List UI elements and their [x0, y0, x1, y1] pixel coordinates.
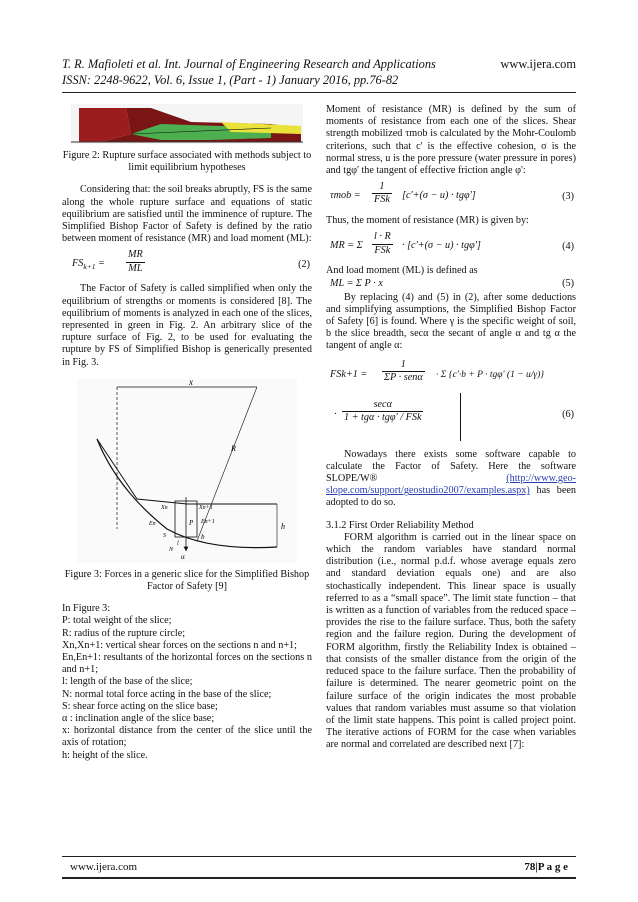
paragraph-moment-resistance: Moment of resistance (MR) is defined by the sum of moments of resistance from each one of the slices. Shear strength mobilized τmob is calculated by the Mohr-Coulomb criterions, such that c' is the effective cohesion, σ is the normal stress, u is the pore pressure (water pressure in pores) and tgφ' the tangent of effective friction angle φ':: [326, 104, 576, 177]
legend-intro: In Figure 3:: [62, 603, 111, 615]
legend-item: α : inclination angle of the slice base;: [62, 713, 215, 725]
issn-line: ISSN: 2248-9622, Vol. 6, Issue 1, (Part - 1) January 2016, pp.76-82: [62, 73, 399, 87]
fig3-label-P: P: [189, 518, 194, 527]
legend-item: En,En+1: resultants of the horizontal forces on the sections n and n+1;: [62, 652, 312, 676]
legend-item: h: height of the slice.: [62, 749, 148, 761]
eq3-lhs: τmob =: [330, 190, 361, 202]
fig3-label-x: x: [189, 378, 193, 387]
paragraph-bishop: By replacing (4) and (5) in (2), after some deductions and simplifying assumptions, the Simplified Bishop Factor of Safety [6] is found. Where γ is the specific weight of soil, b the slice breadth, secα the secant of angle α and tg α the tangent of angle α:: [326, 291, 576, 352]
eq5-label: (5): [562, 277, 574, 289]
eq6-numerator: 1: [382, 359, 425, 372]
header-rule: [62, 92, 576, 93]
eq3-label: (3): [562, 191, 574, 203]
fig3-label-Xn1: Xn+1: [199, 504, 213, 511]
legend-item: P: total weight of the slice;: [62, 615, 172, 627]
eq6-bracket: [460, 393, 461, 441]
eq2-lhs: FS: [72, 258, 84, 270]
eq6-label: (6): [562, 408, 574, 420]
line-load-moment: And load moment (ML) is defined as: [326, 265, 478, 277]
eq6-sum: · Σ {c'·b + P · tgφ' (1 − u/γ)}: [436, 369, 545, 380]
eq3-numerator: 1: [372, 181, 392, 194]
fig3-label-R: R: [231, 443, 236, 453]
legend-item: R: radius of the rupture circle;: [62, 627, 186, 639]
eq2-denominator: ML: [128, 262, 143, 274]
fig3-label-l: l: [177, 540, 179, 547]
figure-2-caption: Figure 2: Rupture surface associated with methods subject to limit equilibrium hypotheses: [62, 150, 312, 174]
header-citation: T. R. Mafioleti et al. Int. Journal of Engineering Research and Applications: [62, 57, 436, 71]
equation-6-line2: · secα 1 + tgα · tgφ' / FSk (6): [326, 393, 576, 445]
legend-item: l: length of the base of the slice;: [62, 676, 193, 688]
software-text-end: has been adopted to do so.: [326, 485, 577, 509]
eq4-lhs: MR = Σ: [330, 240, 363, 252]
figure-3-slice-forces: [77, 379, 297, 563]
fig3-label-S: S: [163, 532, 166, 539]
legend-item: S: shear force acting on the slice base;: [62, 700, 218, 712]
page-number: 78|P a g e: [524, 861, 568, 873]
eq2-label: (2): [298, 259, 310, 271]
eq6-sec-numerator: secα: [342, 399, 423, 412]
paragraph-form: FORM algorithm is carried out in the linear space on which the random variables have standard normal distribution (i.e., normal p.d.f. whose average equals zero and standard deviation equals one) and are also stochastically independent. This linear space is usually referred to as a “small space”. The limit state function – that is written as a function of variables from the reduced space – provides the rise to the failure surface. Thus, both the safety region and the failure region. During the development of FORM algorithm, firstly the Reliability Index is obtained – that consists of the smaller distance from the origin of the reduced space to the failure surface. Then the probability of failure is determined. The nearer geometric point on the failure surface of the origin indicates the most probable values that random variables must assume so that violation of the limit state happens. This point is called project point. The iterative actions of FORM for the case when variables are normal and correlated are described next [7]:: [326, 531, 576, 751]
figure-2-slope: [71, 104, 303, 144]
software-text: Nowadays there exists some software capable to calculate the Factor of Safety. Here the software SLOPE/W®: [326, 448, 576, 485]
equation-4: [326, 231, 576, 261]
figure-3-caption: Figure 3: Forces in a generic slice for the Simplified Bishop Factor of Safety [9]: [64, 568, 310, 593]
fig3-label-b: b: [201, 532, 205, 541]
eq3-rhs: [c'+(σ − u) · tgφ']: [402, 190, 476, 202]
equation-5: [326, 278, 576, 292]
eq4-numerator: l · R: [372, 231, 393, 244]
legend-item: N: normal total force acting in the base of the slice;: [62, 688, 272, 700]
fig3-label-N: N: [169, 546, 174, 553]
fig3-label-En1: En+1: [201, 518, 215, 525]
journal-header: [62, 57, 576, 72]
left-column: [62, 104, 312, 762]
legend-item: x: horizontal distance from the center of the slice until the axis of rotation;: [62, 725, 312, 749]
eq5-body: ML = Σ P · x: [330, 277, 383, 289]
header-website[interactable]: www.ijera.com: [500, 57, 576, 71]
line-moment-given: Thus, the moment of resistance (MR) is given by:: [326, 215, 529, 227]
eq6-denominator: ΣP · senα: [384, 371, 423, 383]
paragraph-fs-definition: Considering that: the soil breaks abruptly, FS is the same along the whole rupture surface and equations of static equilibrium are satisfied until the imminence of rupture. The Simplified Bishop Factor of Safety is defined by the ratio between moment of resistance (MR) and load moment (ML):: [62, 184, 312, 245]
eq2-numerator: MR: [126, 249, 145, 262]
fig3-label-h: h: [281, 521, 285, 531]
equation-3: [326, 181, 576, 211]
fig3-label-alpha: α: [181, 552, 185, 561]
geo-slope-link[interactable]: (http://www.geo-slope.com/support/geostudio2007/examples.aspx): [326, 473, 576, 497]
eq3-denominator: FSk: [374, 194, 390, 206]
eq4-label: (4): [562, 241, 574, 253]
eq6-lhs: FSk+1 =: [330, 368, 368, 380]
legend-item: Xn,Xn+1: vertical shear forces on the sections n and n+1;: [62, 639, 297, 651]
equation-2: $FS_{k+1}$ = $\frac{MR}{ML}$ (2): [72, 249, 310, 274]
fig3-label-Xn: Xn: [161, 504, 168, 511]
fig3-label-En: En: [149, 520, 156, 527]
page-footer: [62, 856, 576, 879]
footer-website[interactable]: www.ijera.com: [70, 861, 138, 873]
equation-6-line1: [326, 357, 576, 393]
eq4-denominator: FSk: [374, 244, 391, 256]
paragraph-software: [326, 449, 576, 510]
eq6-sec-denominator: 1 + tgα · tgφ' / FSk: [344, 411, 422, 423]
paragraph-simplified: The Factor of Safety is called simplified when only the equilibrium of strengths or moments is considered [8]. The equilibrium of moments is analyzed in each one of the slices, represented in green in Fig. 2. An arbitrary slice of the rupture surface of Fig. 2, to be used for evaluating the rupture by FS of Simplified Bishop is generically presented in Fig. 3.: [62, 283, 312, 368]
eq4-rhs: · [c'+(σ − u) · tgφ']: [402, 240, 481, 252]
eq2-sub: k+1: [83, 262, 96, 272]
section-heading: 3.1.2 First Order Reliability Method: [326, 519, 474, 531]
right-column: [326, 104, 576, 752]
